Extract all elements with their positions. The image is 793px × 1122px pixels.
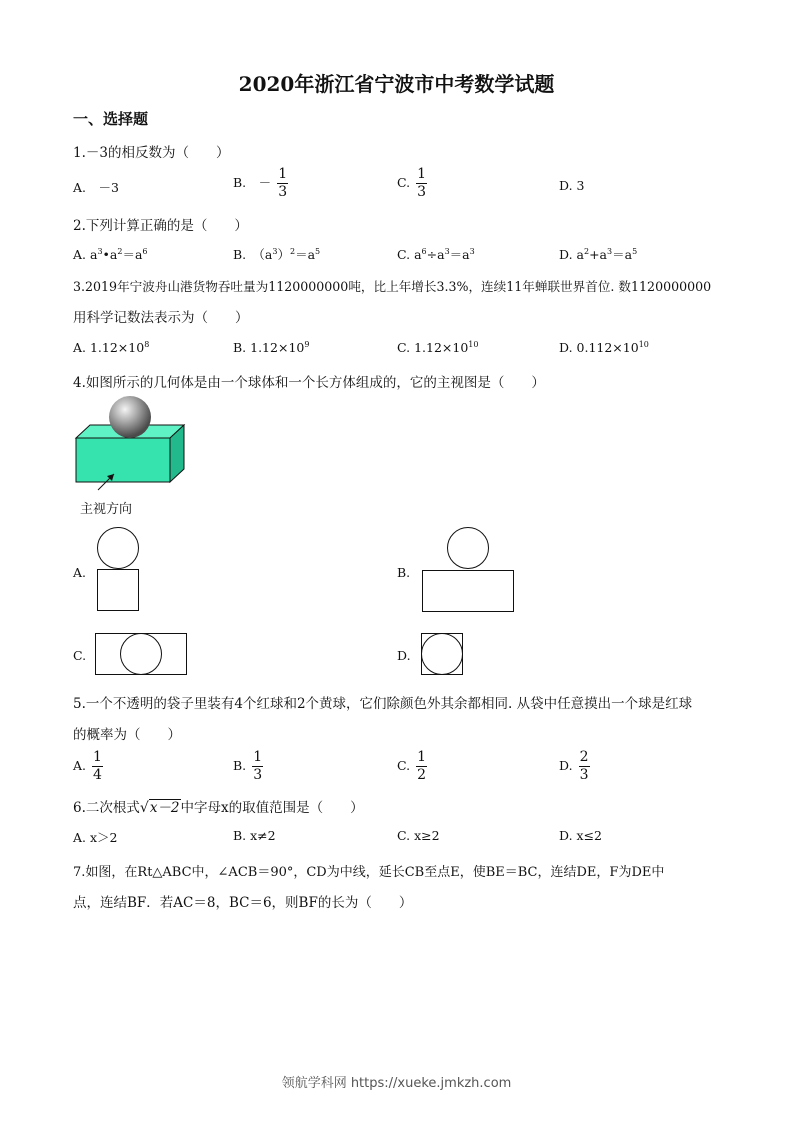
question-2: 2.下列计算正确的是（ ）: [73, 218, 248, 234]
q5-option-a: A. $\frac{1}{4}$: [73, 749, 102, 783]
q2-option-b: B. $(a^3)^2=a^5$: [233, 247, 321, 262]
footer-watermark: 领航学科网 https://xueke.jmkzh.com: [281, 1076, 512, 1091]
q3-option-c: C. $1.12\times 10^{10}$: [397, 340, 479, 355]
section-heading: 一、选择题: [73, 110, 149, 128]
q2-option-a: A. $a^3•a^2=a^6$: [73, 247, 148, 262]
radical-sign: √: [139, 800, 149, 816]
q6-option-c: C. x≥2: [397, 828, 440, 843]
q3-option-d: D. $0.112\times 10^{10}$: [559, 340, 649, 355]
q2-option-c: C. $a^6\div a^3=a^3$: [397, 247, 475, 262]
q4-solid-figure: [70, 392, 200, 500]
q4-option-a-label: A.: [73, 565, 87, 580]
q1-option-b: B. － $\frac{1}{3}$: [233, 166, 288, 200]
q5-option-c: C. $\frac{1}{2}$: [397, 749, 427, 783]
question-6: 6.二次根式√x－2中字母x的取值范围是（ ）: [73, 800, 364, 816]
question-4: 4.如图所示的几何体是由一个球体和一个长方体组成的，它的主视图是（ ）: [73, 375, 545, 391]
question-7-line-2: 点，连结BF．若AC＝8，BC＝6，则BF的长为（ ）: [73, 895, 413, 911]
question-3-line-1: 3.2019年宁波舟山港货物吞吐量为1120000000吨，比上年增长3.3%，连续11年蝉联世界首位. 数1120000000: [73, 279, 712, 294]
q5-option-b: B. $\frac{1}{3}$: [233, 749, 263, 783]
q4-option-d-figure: [419, 631, 465, 677]
question-1: 1.－3的相反数为（ ）: [73, 145, 230, 161]
q6-option-a: A. x＞2: [73, 830, 118, 845]
q1-option-c: C. $\frac{1}{3}$: [397, 166, 427, 200]
q3-option-b: B. $1.12\times 10^9$: [233, 340, 310, 355]
q6-option-d: D. x≤2: [559, 828, 602, 843]
radicand: x－2: [149, 800, 180, 816]
page-title: 2020年浙江省宁波市中考数学试题: [238, 72, 555, 96]
q1-option-d: D. 3: [559, 178, 585, 193]
question-7-line-1: 7.如图，在Rt△ABC中，∠ACB＝90°，CD为中线，延长CB至点E，使BE＝BC，连结DE，F为DE中: [73, 865, 665, 880]
q4-option-b-label: B.: [397, 565, 411, 580]
q6-option-b: B. x≠2: [233, 828, 276, 843]
question-5-line-2: 的概率为（ ）: [73, 727, 181, 743]
q5-option-d: D. $\frac{2}{3}$: [559, 749, 589, 783]
q2-option-d: D. $a^2+a^3=a^5$: [559, 247, 638, 262]
front-view-direction-label: 主视方向: [80, 502, 133, 517]
q4-option-c-figure: [93, 631, 190, 677]
q1-option-a: A. －3: [73, 180, 119, 195]
q3-option-a: A. $1.12\times 10^8$: [73, 340, 150, 355]
question-3-line-2: 用科学记数法表示为（ ）: [73, 310, 249, 326]
q4-option-b-figure: [419, 526, 517, 614]
q4-option-d-label: D.: [397, 648, 411, 663]
q4-option-a-figure: [94, 526, 142, 614]
q4-option-c-label: C.: [73, 648, 87, 663]
question-5-line-1: 5.一个不透明的袋子里装有4个红球和2个黄球，它们除颜色外其余都相同. 从袋中任意摸出一个球是红球: [73, 696, 693, 712]
